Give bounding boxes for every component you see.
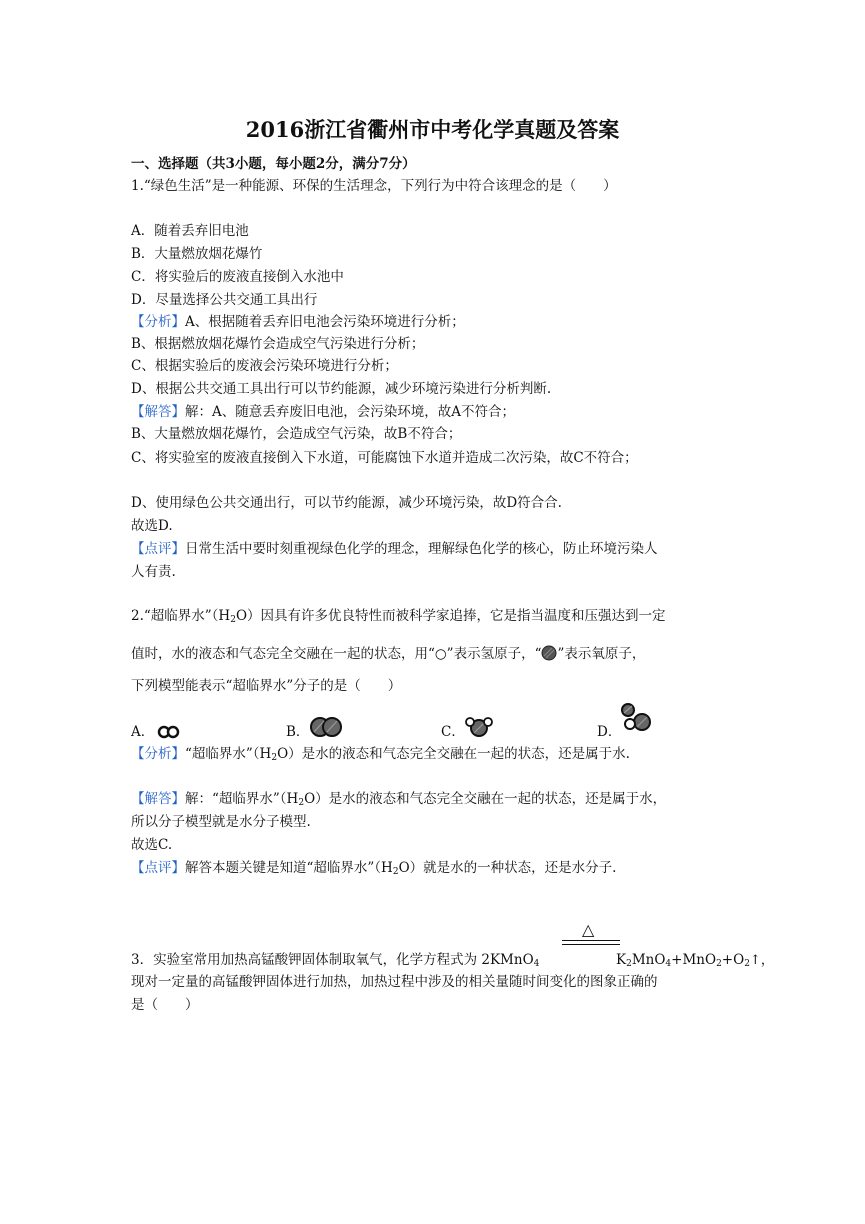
molecule-a-icon (156, 724, 182, 740)
q1-option-b: B．大量燃放烟花爆竹 (131, 246, 263, 262)
q1-comment-line (131, 540, 658, 558)
q2-choice: 故选C. (131, 837, 173, 853)
q2-answer-line (131, 790, 666, 812)
q2-option-c: C． (441, 724, 465, 740)
q1-answer-c: C、将实验室的废液直接倒入下水道，可能腐蚀下水道并造成二次污染，故C不符合； (131, 450, 638, 466)
q1-answer-d: D、使用绿色公共交通出行，可以节约能源，减少环境污染，故D符合合. (131, 495, 562, 511)
up-arrow: ↑， (749, 953, 774, 968)
plus-o: +O (721, 952, 745, 968)
q3-line3: 是（ ） (131, 997, 199, 1013)
q2-option-b: B． (286, 724, 310, 740)
q1-answer-line (131, 403, 515, 421)
q2-option-a: A． (131, 724, 155, 740)
subscript: 2 (626, 959, 632, 969)
mno: MnO (631, 952, 666, 968)
oxygen-atom-icon (541, 645, 557, 661)
equation-products (616, 951, 774, 973)
heat-delta-symbol: △ (582, 920, 595, 939)
answer-tag: 【解答】 (131, 791, 185, 807)
q2-line2 (131, 645, 645, 663)
q2-comment-a: 解答本题关键是知道“超临界水”（H (185, 860, 393, 876)
q1-option-a: A．随着丢弃旧电池 (131, 223, 249, 239)
q2-analysis-line (131, 745, 630, 767)
q1-comment-text: 日常生活中要时刻重视绿色化学的理念，理解绿色化学的核心，防止环境污染人 (185, 541, 658, 557)
q3-line1 (131, 951, 539, 973)
q1-analysis-c: C、根据实验后的废液会污染环境进行分析； (131, 358, 398, 374)
q1-stem: 1.“绿色生活”是一种能源、环保的生活理念，下列行为中符合该理念的是（ ） (131, 178, 617, 194)
q2-analysis-a: “超临界水”（H (185, 746, 272, 762)
q1-analysis-line (131, 313, 465, 331)
q2-option-d: D． (597, 724, 622, 740)
subscript: 2 (230, 615, 236, 625)
q2-line2-b: ”表示氧原子， (557, 646, 646, 662)
q1-choice: 故选D. (131, 518, 173, 534)
comment-tag: 【点评】 (131, 541, 185, 557)
equation-double-line-bottom (562, 944, 620, 945)
q1-analysis-text: A、根据随着丢弃旧电池会污染环境进行分析； (185, 314, 465, 330)
q1-analysis-b: B、根据燃放烟花爆竹会造成空气污染进行分析； (131, 336, 425, 352)
molecule-c-icon (465, 716, 493, 738)
q2-comment-b: O）就是水的一种状态，还是水分子. (398, 860, 617, 876)
comment-tag: 【点评】 (131, 860, 185, 876)
plus-mno: +MnO (671, 952, 717, 968)
subscript: 2 (298, 798, 305, 808)
analysis-tag: 【分析】 (131, 314, 185, 330)
q1-comment-cont: 人有责. (131, 564, 176, 580)
molecule-d-icon (618, 700, 654, 736)
subscript: 2 (271, 753, 278, 763)
section-heading: 一、选择题（共3小题，每小题2分，满分7分） (131, 156, 416, 172)
q2-line2-a: 值时，水的液态和气态完全交融在一起的状态，用“○”表示氢原子，“ (131, 646, 542, 662)
q2-line3: 下列模型能表示“超临界水”分子的是（ ） (131, 678, 402, 694)
q2-comment-line (131, 859, 616, 881)
q1-answer-b: B、大量燃放烟花爆竹，会造成空气污染，故B不符合； (131, 426, 462, 442)
q2-answer-cont: 所以分子模型就是水分子模型. (131, 814, 311, 830)
analysis-tag: 【分析】 (131, 746, 185, 762)
q2-line1-a: 2.“超临界水”（H (131, 608, 231, 624)
subscript: 2 (392, 867, 399, 877)
page-title: 2016浙江省衢州市中考化学真题及答案 (245, 117, 620, 142)
q1-analysis-d: D、根据公共交通工具出行可以节约能源，减少环境污染进行分析判断. (131, 381, 552, 397)
q2-answer-b: O）是水的液态和气态完全交融在一起的状态，还是属于水， (304, 791, 667, 807)
subscript: 2 (716, 959, 722, 969)
q3-line2: 现对一定量的高锰酸钾固体进行加热，加热过程中涉及的相关量随时间变化的图象正确的 (131, 974, 658, 990)
subscript: 2 (744, 959, 750, 969)
q2-line1 (131, 607, 666, 629)
q1-option-d: D．尽量选择公共交通工具出行 (131, 292, 318, 308)
q2-analysis-b: O）是水的液态和气态完全交融在一起的状态，还是属于水. (277, 746, 630, 762)
potassium: K (616, 952, 627, 968)
answer-tag: 【解答】 (131, 404, 185, 420)
q2-answer-a: 解：“超临界水”（H (185, 791, 299, 807)
subscript: 4 (665, 959, 672, 969)
q1-option-c: C．将实验后的废液直接倒入水池中 (131, 269, 344, 285)
subscript: 4 (533, 959, 540, 969)
q3-line1-text: 3．实验室常用加热高锰酸钾固体制取氧气，化学方程式为 2KMnO (131, 952, 534, 968)
molecule-b-icon (310, 716, 342, 738)
q2-line1-b: O）因具有许多优良特性而被科学家追捧，它是指当温度和压强达到一定 (235, 608, 666, 624)
q1-answer-text: 解：A、随意丢弃废旧电池，会污染环境，故A不符合； (185, 404, 515, 420)
equation-double-line-top (562, 940, 620, 941)
